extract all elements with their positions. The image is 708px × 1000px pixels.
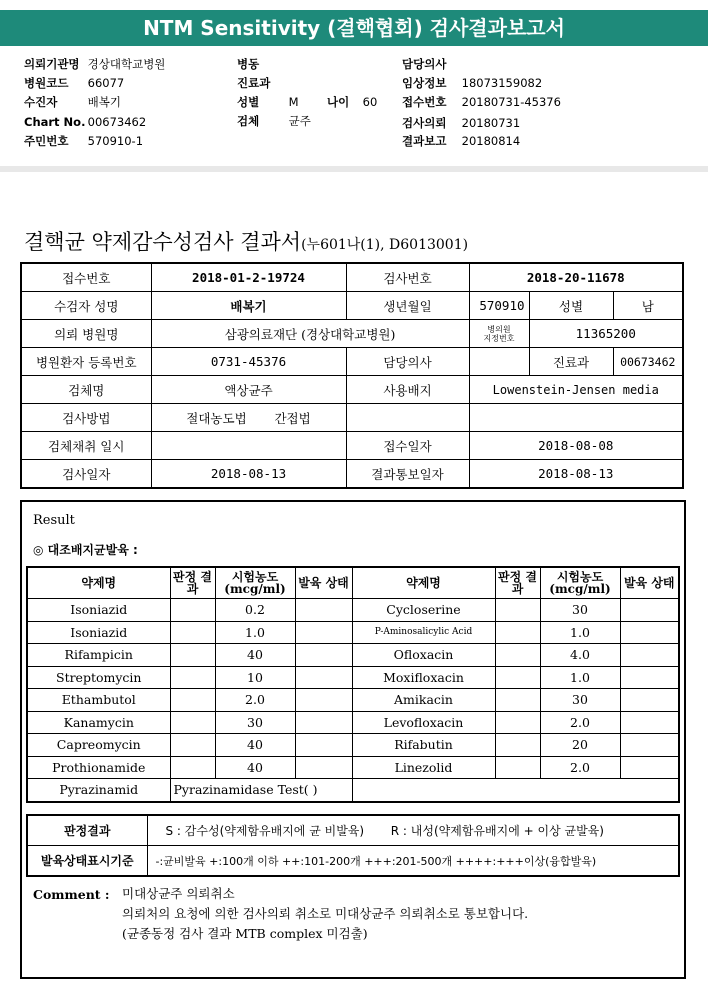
info-row xyxy=(21,460,683,489)
info-label: 병의원 지정번호 xyxy=(469,320,529,348)
growth-cell xyxy=(620,711,679,734)
growth-cell xyxy=(620,756,679,779)
info-value: 11365200 xyxy=(529,320,683,348)
col-drug: 약제명 xyxy=(27,567,170,599)
info-row xyxy=(21,404,683,432)
col-concentration: 시험농도 (mcg/ml) xyxy=(215,567,295,599)
drug-name: Isoniazid xyxy=(27,621,170,644)
info-label: 결과통보일자 xyxy=(346,460,469,489)
info-label xyxy=(346,404,469,432)
info-row xyxy=(21,432,683,460)
info-label: 사용배지 xyxy=(346,376,469,404)
conc-cell: 1.0 xyxy=(215,621,295,644)
meta-row-department: 진료과 xyxy=(237,76,271,90)
info-value: 2018-08-13 xyxy=(469,460,683,489)
info-label: 병원환자 등록번호 xyxy=(21,348,151,376)
drug-name: Pyrazinamid xyxy=(27,779,170,802)
info-value: 삼광의료재단 (경상대학교병원) xyxy=(151,320,469,348)
judge-cell xyxy=(495,756,540,779)
document-title: 결핵균 약제감수성검사 결과서(누601나(1), D6013001) xyxy=(24,230,469,254)
info-value: 0731-45376 xyxy=(151,348,346,376)
judge-cell xyxy=(495,711,540,734)
table-row xyxy=(27,666,679,689)
meta-row-receipt-no: 접수번호 20180731-45376 xyxy=(402,95,561,109)
patient-info-table xyxy=(20,262,684,489)
col-growth: 발육 상태 xyxy=(295,567,352,599)
info-value xyxy=(151,432,346,460)
growth-cell xyxy=(295,689,352,712)
growth-cell xyxy=(620,599,679,622)
drug-name: Amikacin xyxy=(352,689,495,712)
judge-cell xyxy=(495,621,540,644)
empty-cell xyxy=(352,779,679,802)
table-row-pyrazinamid xyxy=(27,779,679,802)
conc-cell: 10 xyxy=(215,666,295,689)
comment-label: Comment : xyxy=(33,887,110,902)
table-row xyxy=(27,689,679,712)
info-label: 진료과 xyxy=(529,348,613,376)
info-label: 검사번호 xyxy=(346,263,469,292)
judge-cell xyxy=(170,711,215,734)
info-label: 접수번호 xyxy=(21,263,151,292)
legend-text: S : 감수성(약제함유배지에 균 비발육) R : 내성(약제함유배지에 + 이상 균발육) xyxy=(147,815,679,846)
meta-row-specimen: 검체 균주 xyxy=(237,114,311,128)
growth-cell xyxy=(620,644,679,667)
legend-row-growth xyxy=(27,846,679,877)
table-row xyxy=(27,644,679,667)
growth-cell xyxy=(295,756,352,779)
control-growth-label: ◎ 대조배지균발육 : xyxy=(33,543,138,557)
drug-name: Ofloxacin xyxy=(352,644,495,667)
drug-name: Levofloxacin xyxy=(352,711,495,734)
info-label: 성별 xyxy=(529,292,613,320)
growth-cell xyxy=(620,689,679,712)
growth-cell xyxy=(295,621,352,644)
result-title: Result xyxy=(33,513,75,528)
conc-cell: 2.0 xyxy=(540,711,620,734)
judge-cell xyxy=(170,666,215,689)
drug-name: Capreomycin xyxy=(27,734,170,757)
judge-cell xyxy=(170,734,215,757)
legend-table xyxy=(26,814,680,877)
meta-row-sex: 성별 M xyxy=(237,95,299,109)
col-drug: 약제명 xyxy=(352,567,495,599)
drug-name: Prothionamide xyxy=(27,756,170,779)
info-row xyxy=(21,292,683,320)
legend-label: 발육상태표시기준 xyxy=(27,846,147,877)
legend-text: -:균비발육 +:100개 이하 ++:101-200개 +++:201-500개 ++++:+++이상(융합발육) xyxy=(147,846,679,877)
info-value: 배복기 xyxy=(151,292,346,320)
info-label: 검사방법 xyxy=(21,404,151,432)
table-row xyxy=(27,711,679,734)
judge-cell xyxy=(170,621,215,644)
table-row xyxy=(27,599,679,622)
table-header-row xyxy=(27,567,679,599)
conc-cell: 2.0 xyxy=(540,756,620,779)
info-row xyxy=(21,263,683,292)
info-value xyxy=(469,404,683,432)
conc-cell: 40 xyxy=(215,734,295,757)
info-value: 2018-08-08 xyxy=(469,432,683,460)
growth-cell xyxy=(620,621,679,644)
meta-row-institution: 의뢰기관명 경상대학교병원 xyxy=(24,57,166,71)
section-divider xyxy=(0,166,708,172)
growth-cell xyxy=(295,666,352,689)
col-concentration: 시험농도 (mcg/ml) xyxy=(540,567,620,599)
judge-cell xyxy=(170,599,215,622)
info-value: 00673462 xyxy=(613,348,683,376)
legend-label: 판정결과 xyxy=(27,815,147,846)
info-value: 2018-01-2-19724 xyxy=(151,263,346,292)
info-label: 수검자 성명 xyxy=(21,292,151,320)
judge-cell xyxy=(495,644,540,667)
info-label: 접수일자 xyxy=(346,432,469,460)
info-value: 절대농도법 간접법 xyxy=(151,404,346,432)
meta-row-patient: 수진자 배복기 xyxy=(24,95,121,109)
meta-row-ward: 병동 xyxy=(237,57,260,71)
conc-cell: 30 xyxy=(215,711,295,734)
drug-name: Moxifloxacin xyxy=(352,666,495,689)
info-label: 담당의사 xyxy=(346,348,469,376)
conc-cell: 20 xyxy=(540,734,620,757)
drug-name: Kanamycin xyxy=(27,711,170,734)
table-row xyxy=(27,756,679,779)
drug-name: Streptomycin xyxy=(27,666,170,689)
conc-cell: 1.0 xyxy=(540,666,620,689)
info-value: 2018-20-11678 xyxy=(469,263,683,292)
growth-cell xyxy=(620,734,679,757)
comment-line: 의뢰처의 요청에 의한 검사의뢰 취소로 미대상균주 의뢰취소로 통보합니다. xyxy=(122,906,529,921)
meta-row-clinical-info: 임상정보 18073159082 xyxy=(402,76,543,90)
info-value: 2018-08-13 xyxy=(151,460,346,489)
drug-name: Linezolid xyxy=(352,756,495,779)
judge-cell xyxy=(495,734,540,757)
conc-cell: 40 xyxy=(215,756,295,779)
meta-row-request-date: 검사의뢰 20180731 xyxy=(402,116,521,130)
info-value: 남 xyxy=(613,292,683,320)
meta-row-hospital-code: 병원코드 66077 xyxy=(24,76,125,90)
info-value: Lowenstein-Jensen media xyxy=(469,376,683,404)
judge-cell xyxy=(495,666,540,689)
conc-cell: 0.2 xyxy=(215,599,295,622)
info-row xyxy=(21,376,683,404)
legend-row-judge xyxy=(27,815,679,846)
col-growth: 발육 상태 xyxy=(620,567,679,599)
comment-line: 미대상균주 의뢰취소 xyxy=(122,886,235,901)
conc-cell: 2.0 xyxy=(215,689,295,712)
drug-sensitivity-table xyxy=(26,566,680,803)
info-row xyxy=(21,320,683,348)
pyrazinamidase-test: Pyrazinamidase Test( ) xyxy=(170,779,352,802)
conc-cell: 4.0 xyxy=(540,644,620,667)
report-header: NTM Sensitivity (결핵협회) 검사결과보고서 xyxy=(0,10,708,46)
conc-cell: 30 xyxy=(540,599,620,622)
info-value: 570910 xyxy=(469,292,529,320)
drug-name: Rifampicin xyxy=(27,644,170,667)
growth-cell xyxy=(295,599,352,622)
drug-name: Rifabutin xyxy=(352,734,495,757)
meta-row-resident-no: 주민번호 570910-1 xyxy=(24,134,144,148)
col-judge: 판정 결과 xyxy=(495,567,540,599)
judge-cell xyxy=(170,756,215,779)
table-row xyxy=(27,621,679,644)
meta-row-doctor: 담당의사 xyxy=(402,57,447,71)
col-judge: 판정 결과 xyxy=(170,567,215,599)
growth-cell xyxy=(295,734,352,757)
conc-cell: 1.0 xyxy=(540,621,620,644)
meta-row-report-date: 결과보고 20180814 xyxy=(402,134,521,148)
drug-name: Ethambutol xyxy=(27,689,170,712)
info-row xyxy=(21,348,683,376)
info-label: 생년월일 xyxy=(346,292,469,320)
info-value xyxy=(469,348,529,376)
judge-cell xyxy=(495,689,540,712)
info-label: 검체명 xyxy=(21,376,151,404)
drug-name: P-Aminosalicylic Acid xyxy=(352,621,495,644)
table-row xyxy=(27,734,679,757)
growth-cell xyxy=(295,711,352,734)
drug-name: Isoniazid xyxy=(27,599,170,622)
growth-cell xyxy=(295,644,352,667)
growth-cell xyxy=(620,666,679,689)
info-label: 의뢰 병원명 xyxy=(21,320,151,348)
meta-row-chart-no: Chart No. 00673462 xyxy=(24,115,147,129)
info-label: 검사일자 xyxy=(21,460,151,489)
drug-name: Cycloserine xyxy=(352,599,495,622)
info-value: 액상균주 xyxy=(151,376,346,404)
conc-cell: 30 xyxy=(540,689,620,712)
judge-cell xyxy=(170,644,215,667)
judge-cell xyxy=(495,599,540,622)
comment-line: (균종동정 검사 결과 MTB complex 미검출) xyxy=(122,926,368,941)
meta-row-age: 나이 60 xyxy=(327,95,378,109)
conc-cell: 40 xyxy=(215,644,295,667)
judge-cell xyxy=(170,689,215,712)
info-label: 검체채취 일시 xyxy=(21,432,151,460)
